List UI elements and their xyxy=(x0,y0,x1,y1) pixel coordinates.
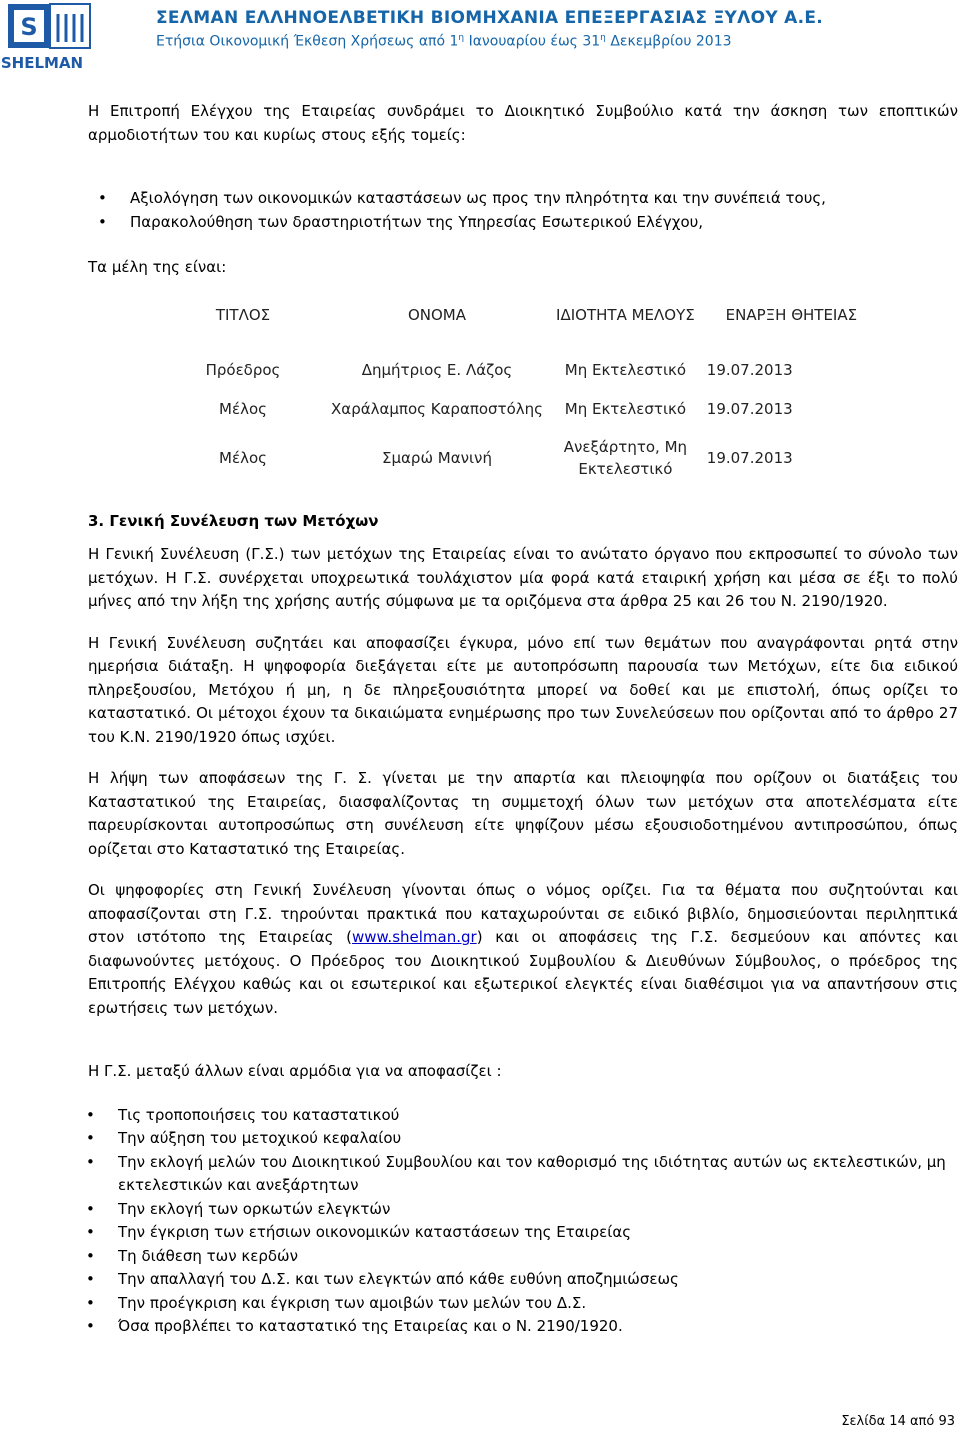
table-row xyxy=(160,356,880,384)
cell-start: 19.07.2013 xyxy=(706,360,793,379)
list-item: • Τη διάθεση των κερδών xyxy=(118,1245,958,1269)
svg-text:SHELMAN: SHELMAN xyxy=(0,54,84,72)
section-heading: 3. Γενική Συνέλευση των Μετόχων xyxy=(88,511,379,530)
report-subtitle: Ετήσια Οικονομική Έκθεση Χρήσεως από $1^\eta$ Ιανουαρίου έως $31^\eta$ Δεκεμβρίου 2013 xyxy=(156,33,732,50)
cell-start: 19.07.2013 xyxy=(706,448,793,467)
cell-capacity: Μη Εκτελεστικό xyxy=(564,399,687,418)
list-item: • Την έγκριση των ετήσιων οικονομικών καταστάσεων της Εταιρείας xyxy=(118,1221,958,1245)
cell-title: Μέλος xyxy=(219,448,267,467)
cell-title: Μέλος xyxy=(219,399,267,418)
cell-title: Πρόεδρος xyxy=(205,360,281,379)
page-header xyxy=(0,0,960,80)
column-header: ΕΝΑΡΞΗ ΘΗΤΕΙΑΣ xyxy=(725,305,858,324)
svg-text:S: S xyxy=(20,13,38,41)
list-item: • Όσα προβλέπει το καταστατικό της Εταιρείας και ο Ν. 2190/1920. xyxy=(118,1315,958,1339)
column-header: ΟΝΟΜΑ xyxy=(407,305,467,324)
list-item: • Την εκλογή μελών του Διοικητικού Συμβουλίου και τον καθορισμό της ιδιότητας αυτών ως εκτελεστικών, μη εκτελεστικών και ανεξάρτητων xyxy=(118,1151,958,1198)
table-header-row xyxy=(160,304,880,356)
cell-name: Σμαρώ Μανινή xyxy=(382,448,492,467)
paragraph: Η Γ.Σ. μεταξύ άλλων είναι αρμόδια για να αποφασίζει : xyxy=(88,1062,502,1080)
paragraph: Η λήψη των αποφάσεων της Γ. Σ. γίνεται με την απαρτία και πλειοψηφία που ορίζουν οι διατάξεις του Καταστατικού της Εταιρείας, διασφαλίζοντας τη συμμετοχή όλων των μετόχων στα αποτελέσματα είτε παρευρίσκονται αυτοπροσώπως στη συνέλευση είτε ψηφίζουν μέσω εξουσιοδοτημένου αντιπροσώπου, όπως ορίζεται στο Καταστατικό της Εταιρείας. xyxy=(88,769,958,858)
paragraph: Οι ψηφοφορίες στη Γενική Συνέλευση γίνονται όπως ο νόμος ορίζει. Για τα θέματα που συζητούνται και αποφασίζονται στη Γ.Σ. τηρούνται πρακτικά που καταχωρούνται σε ειδικό βιβλίο, δημοσιεύονται περιληπτικά στον ιστότοπο της Εταιρείας (www.shelman.gr) και οι αποφάσεις της Γ.Σ. δεσμεύουν και απόντες και διαφωνούντες μετόχους. Ο Πρόεδρος του Διοικητικού Συμβουλίου & Διευθύνων Σύμβουλος, ο πρόεδρος της Επιτροπής Ελέγχου καθώς και οι εσωτερικοί και εξωτερικοί ελεγκτές είναι διαθέσιμοι για να απαντήσουν στις ερωτήσεις των μετόχων. xyxy=(88,881,958,1017)
list-item: • Την απαλλαγή του Δ.Σ. και των ελεγκτών από κάθε ευθύνη αποζημιώσεως xyxy=(118,1268,958,1292)
paragraph: Η Γενική Συνέλευση (Γ.Σ.) των μετόχων της Εταιρείας είναι το ανώτατο όργανο που εκπροσωπεί το σύνολο των μετόχων. Η Γ.Σ. συνέρχεται υποχρεωτικά τουλάχιστον μία φορά κατά εταιρική χρήση και μέσα σε έξι το πολύ μήνες από την λήξη της χρήσης αυτής σύμφωνα με τα οριζόμενα στα άρθρα 25 και 26 του Ν. 2190/1920. xyxy=(88,545,958,610)
cell-name: Δημήτριος Ε. Λάζος xyxy=(361,360,513,379)
list-item: • Την εκλογή των ορκωτών ελεγκτών xyxy=(118,1198,958,1222)
table-row xyxy=(160,384,880,434)
page-number: Σελίδα 14 από 93 xyxy=(841,1414,955,1429)
cell-start: 19.07.2013 xyxy=(706,399,793,418)
list-item: • Την προέγκριση και έγκριση των αμοιβών των μελών του Δ.Σ. xyxy=(118,1292,958,1316)
list-item: • Αξιολόγηση των οικονομικών καταστάσεων ως προς την πληρότητα και την συνέπειά τους, xyxy=(130,187,958,211)
cell-capacity: Ανεξάρτητο, Μη Εκτελεστικό xyxy=(563,437,688,478)
document-body xyxy=(88,100,958,1339)
cell-name: Χαράλαμπος Καραποστόλης xyxy=(331,399,543,418)
list-item: • Παρακολούθηση των δραστηριοτήτων της Υπηρεσίας Εσωτερικού Ελέγχου, xyxy=(130,211,958,235)
members-label: Τα μέλη της είναι: xyxy=(88,258,227,276)
list-item: • Τις τροποποιήσεις του καταστατικού xyxy=(118,1104,958,1128)
members-table xyxy=(160,304,880,482)
committee-duties-list xyxy=(88,187,958,234)
column-header: ΤΙΤΛΟΣ xyxy=(215,305,271,324)
gm-powers-list xyxy=(88,1104,958,1339)
cell-capacity: Μη Εκτελεστικό xyxy=(564,360,687,379)
column-header: ΙΔΙΟΤΗΤΑ ΜΕΛΟΥΣ xyxy=(556,305,695,324)
list-item: • Την αύξηση του μετοχικού κεφαλαίου xyxy=(118,1127,958,1151)
company-name: ΣΕΛΜΑΝ ΕΛΛΗΝΟΕΛΒΕΤΙΚΗ ΒΙΟΜΗΧΑΝΙΑ ΕΠΕΞΕΡΓΑΣΙΑΣ ΞΥΛΟΥ Α.Ε. xyxy=(156,8,824,28)
paragraph: Η Γενική Συνέλευση συζητάει και αποφασίζει έγκυρα, μόνο επί των θεμάτων που αναγράφονται ρητά στην ημερήσια διάταξη. Η ψηφοφορία διεξάγεται είτε με αυτοπρόσωπη παρουσία των Μετόχων, είτε δια ειδικού πληρεξουσίου, Μετόχου ή μη, η δε πληρεξουσιότητα μπορεί να δοθεί και με επιστολή, όπως ορίζει το καταστατικό. Οι μέτοχοι έχουν τα δικαιώματα ενημέρωσης προ των Συνελεύσεων που ορίζονται από το άρθρο 27 του Κ.Ν. 2190/1920 όπως ισχύει. xyxy=(88,633,958,746)
website-link[interactable]: www.shelman.gr xyxy=(352,928,477,946)
intro-paragraph: Η Επιτροπή Ελέγχου της Εταιρείας συνδράμει το Διοικητικό Συμβούλιο κατά την άσκηση των εποπτικών αρμοδιοτήτων του και κυρίως στους εξής τομείς: xyxy=(88,102,958,144)
table-row xyxy=(160,434,880,482)
shelman-logo xyxy=(0,2,100,74)
